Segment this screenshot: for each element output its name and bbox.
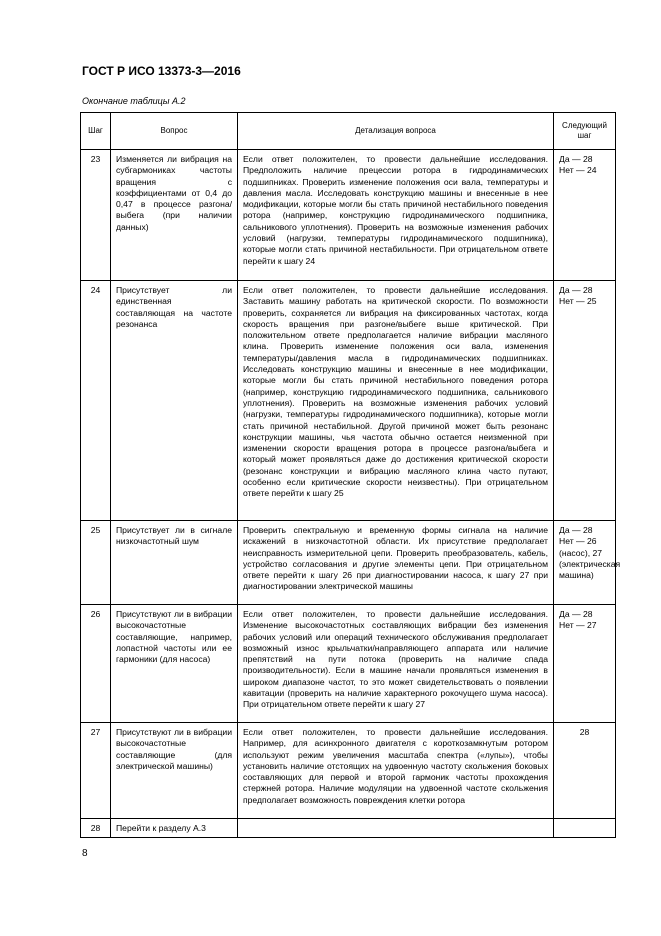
detail-cell: Проверить спектральную и временную формы сигнала на наличие искажений в низкочастотной области. Их присутствие предполагает неисправность измерительной цепи. Проверить преобразователь, кабель, устройство согласования и другие элементы цепи. При отрицательном ответе перейти к шагу 26 при диагностировании насоса, к шагу 27 при диагностировании электрической машины (238, 521, 554, 605)
header-detail: Детализация вопроса (238, 113, 554, 150)
question-cell: Изменяется ли вибрация на субгармониках частоты вращения с коэффициентами от 0,4 до 0,47 в процессе разгона/выбега (при наличии данных) (111, 150, 238, 281)
step-cell: 28 (81, 819, 111, 838)
next-step-cell: Да — 28 Нет — 26 (насос), 27 (электрическая машина) (554, 521, 616, 605)
step-cell: 24 (81, 281, 111, 521)
detail-cell: Если ответ положителен, то провести дальнейшие исследования. Предположить наличие прецессии ротора в гидродинамических подшипниках. Проверить изменение положения оси вала, температуры и давления масла. Исследовать конструкцию машины и внесенные в нее модификации, которые могли бы стать причиной нестабильного поведения ротора (например, конструкцию гидродинамического подшипника, сальникового уплотнения). Проверить на возможные изменения рабочих условий (нагрузки, температуры гидродинамического подшипника), которые могли стать причиной нестабильности. При отрицательном ответе перейти к шагу 24 (238, 150, 554, 281)
detail-cell: Если ответ положителен, то провести дальнейшие исследования. Изменение высокочастотных составляющих вибрации без изменения рабочих условий или операций технического обслуживания предполагает возможный износ крыльчатки/направляющего аппарата или наличие препятствий на пути потока (проверить на наличие спада производительности). Если в машине начали проявляться изменения в широком диапазоне частот, то это может свидетельствовать о появлении кавитации (проверить на наличие характерного рокочущего шума насоса). При отрицательном ответе перейти к шагу 27 (238, 605, 554, 723)
step-cell: 27 (81, 723, 111, 819)
question-cell: Присутствует ли в сигнале низкочастотный шум (111, 521, 238, 605)
detail-cell: Если ответ положителен, то провести дальнейшие исследования. Заставить машину работать на критической скорости. По возможности проверить, сохраняется ли вибрация на фиксированных частотах, когда скорость вращения при разгоне/выбеге выше критической. При положительном ответе предполагается наличие вибрации масляного клина. Проверить изменение положения оси вала, изменения температуры/давления масла в гидродинамических подшипниках. Исследовать конструкцию машины и внесенные в нее модификации, которые могли бы стать причиной нестабильного поведения ротора (например, конструкцию гидродинамического подшипника, сальникового уплотнения). Проверить на возможные изменения рабочих условий (нагрузки, температуры гидродинамического подшипника), которые могли стать причиной нестабильной. Другой причиной может быть резонанс конструкции машины, чья частота обычно остается неизменной при изменении скорости вращения ротора в процессе разгона/выбега и который может проявляться даже до достижения критической скорости (резонанс конструкции и вибрацию масляного клина часто путают, особенно если критические скорости неизвестны). При отрицательном ответе перейти к шагу 25 (238, 281, 554, 521)
question-cell: Перейти к разделу А.3 (111, 819, 238, 838)
table-row (81, 605, 616, 723)
question-cell: Присутствуют ли в вибрации высокочастотные составляющие, например, лопастной частоты или ее гармоники (для насоса) (111, 605, 238, 723)
table-row (81, 281, 616, 521)
next-step-cell: Да — 28 Нет — 27 (554, 605, 616, 723)
step-cell: 26 (81, 605, 111, 723)
page-number: 8 (82, 848, 88, 859)
step-cell: 25 (81, 521, 111, 605)
table-row (81, 723, 616, 819)
next-step-cell: Да — 28 Нет — 24 (554, 150, 616, 281)
detail-cell: Если ответ положителен, то провести дальнейшие исследования. Например, для асинхронного двигателя с короткозамкнутым ротором используют режим увеличения масштаба спектра («лупы»), чтобы установить наличие отстоящих на удвоенную частоту скольжения боковых составляющих для первой и второй гармоник частоты прохождения стержней ротора. Наличие модуляции на удвоенной частоте скольжения предполагает возможность повреждения клетки ротора (238, 723, 554, 819)
header-next-step: Следующий шаг (554, 113, 616, 150)
table-row (81, 150, 616, 281)
question-cell: Присутствуют ли в вибрации высокочастотные составляющие (для электрической машины) (111, 723, 238, 819)
detail-cell (238, 819, 554, 838)
table-header-row (81, 113, 616, 150)
next-step-cell (554, 819, 616, 838)
next-step-cell: 28 (554, 723, 616, 819)
header-step: Шаг (81, 113, 111, 150)
table-row (81, 819, 616, 838)
table-caption: Окончание таблицы А.2 (82, 96, 186, 106)
header-question: Вопрос (111, 113, 238, 150)
document-title: ГОСТ Р ИСО 13373-3—2016 (82, 64, 241, 78)
diagnostic-table (80, 112, 621, 838)
step-cell: 23 (81, 150, 111, 281)
question-cell: Присутствует ли единственная составляющая на частоте резонанса (111, 281, 238, 521)
next-step-cell: Да — 28 Нет — 25 (554, 281, 616, 521)
table-row (81, 521, 616, 605)
